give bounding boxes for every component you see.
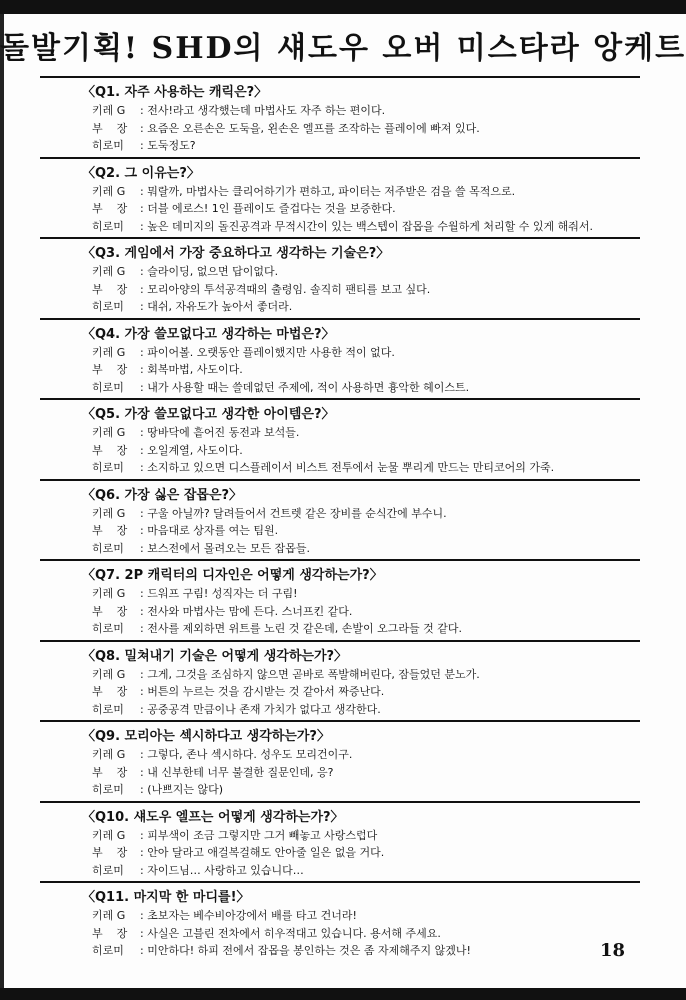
speaker-name: 키레 G <box>92 426 126 439</box>
answer-row <box>92 925 471 943</box>
answer-row <box>92 522 447 540</box>
answer-row <box>92 666 480 684</box>
answer-row <box>92 746 352 764</box>
question-heading: 〈Q4. 가장 쓸모없다고 생각하는 마법은?〉 <box>82 326 335 342</box>
speaker-name: 키레 G <box>92 265 126 278</box>
answer-list <box>92 102 480 155</box>
question-heading: 〈Q2. 그 이유는?〉 <box>82 165 200 181</box>
qa-block <box>0 561 686 642</box>
questionnaire <box>0 78 686 964</box>
answer-row <box>92 183 593 201</box>
qa-block <box>0 78 686 159</box>
speaker-name: 키레 G <box>92 587 126 600</box>
speaker-name: 키레 G <box>92 909 126 922</box>
question-heading: 〈Q7. 2P 캐릭터의 디자인은 어떻게 생각하는가?〉 <box>82 568 383 583</box>
answer-text: : 그렇다, 존나 섹시하다. 성우도 모리건이구. <box>140 748 353 761</box>
answer-list <box>92 505 447 558</box>
answer-row <box>92 907 471 925</box>
answer-row <box>92 844 384 862</box>
speaker-name: 히로미 <box>92 380 124 394</box>
answer-text: : 땅바닥에 흩어진 동전과 보석들. <box>140 426 300 439</box>
answer-text: : 전사와 마법사는 맘에 든다. 스너프킨 같다. <box>140 604 353 618</box>
answer-row <box>92 200 593 218</box>
qa-block <box>0 320 686 401</box>
top-border <box>0 0 686 14</box>
answer-row <box>92 827 384 845</box>
answer-list <box>92 585 462 638</box>
answer-row <box>92 281 430 299</box>
speaker-name: 히로미 <box>92 139 124 152</box>
answer-text: : 공중공격 만큼이나 존재 가치가 없다고 생각한다. <box>140 702 381 716</box>
answer-text: : 높은 데미지의 돌진공격과 무적시간이 있는 백스텝이 잡몹을 수월하게 처리할 수 있게 해줘서. <box>140 219 593 233</box>
answer-row <box>92 137 480 155</box>
speaker-name: 부 장 <box>92 282 128 296</box>
qa-block <box>0 883 686 964</box>
answer-row <box>92 263 430 281</box>
page-number: 18 <box>600 940 626 961</box>
answer-text: : 그게, 그것을 조심하지 않으면 곧바로 폭발해버린다, 잠들었던 분노가. <box>140 667 480 681</box>
answer-text: : 자이드님… 사랑하고 있습니다… <box>140 863 304 877</box>
speaker-name: 부 장 <box>92 363 128 376</box>
answer-text: : 뭐랄까, 마법사는 클리어하기가 편하고, 파이터는 저주받은 검을 쓸 목적으로. <box>140 184 516 198</box>
speaker-name: 키레 G <box>92 828 126 842</box>
answer-text: : 내 신부한테 너무 불결한 질문인데, 응? <box>140 765 334 779</box>
speaker-name: 히로미 <box>92 541 124 555</box>
answer-row <box>92 942 471 960</box>
speaker-name: 부 장 <box>92 846 128 859</box>
question-heading: 〈Q5. 가장 쓸모없다고 생각한 아이템은?〉 <box>82 407 335 422</box>
answer-row <box>92 862 384 880</box>
answer-text: : 회복마법, 사도이다. <box>140 363 243 376</box>
qa-block <box>0 400 686 481</box>
question-heading: 〈Q9. 모리아는 섹시하다고 생각하는가?〉 <box>82 729 330 744</box>
answer-list <box>92 344 469 397</box>
answer-row <box>92 102 480 120</box>
speaker-name: 부 장 <box>92 202 128 215</box>
speaker-name: 키레 G <box>92 104 126 117</box>
answer-text: : 모리아양의 투석공격때의 출령임. 솔직히 팬티를 보고 싶다. <box>140 282 431 296</box>
answer-list <box>92 666 480 719</box>
question-heading: 〈Q8. 밀쳐내기 기술은 어떻게 생각하는가?〉 <box>82 648 348 664</box>
answer-text: : 더블 에로스! 1인 플레이도 즐겁다는 것을 보증한다. <box>140 202 396 215</box>
answer-row <box>92 505 447 523</box>
answer-row <box>92 379 469 397</box>
speaker-name: 히로미 <box>92 219 124 233</box>
answer-text: : 대쉬, 자유도가 높아서 좋더라. <box>140 300 293 313</box>
question-heading: 〈Q6. 가장 싫은 잡몹은?〉 <box>82 487 243 503</box>
speaker-name: 히로미 <box>92 461 124 474</box>
answer-text: : 보스전에서 몰려오는 모든 잡몹들. <box>140 541 310 555</box>
speaker-name: 부 장 <box>92 604 128 618</box>
answer-row <box>92 764 352 782</box>
speaker-name: 부 장 <box>92 685 128 698</box>
qa-block <box>0 722 686 803</box>
answer-row <box>92 442 554 460</box>
answer-text: : (나쁘지는 않다) <box>140 783 224 796</box>
speaker-name: 키레 G <box>92 748 126 761</box>
answer-row <box>92 683 480 701</box>
question-heading: 〈Q10. 섀도우 엘프는 어떻게 생각하는가?〉 <box>82 809 344 825</box>
speaker-name: 히로미 <box>92 944 124 957</box>
speaker-name: 히로미 <box>92 783 124 796</box>
bottom-border <box>0 988 686 1000</box>
answer-text: : 소지하고 있으면 디스플레이서 비스트 전투에서 눈물 뿌리게 만드는 만티코어의 가죽. <box>140 461 555 474</box>
answer-row <box>92 120 480 138</box>
answer-row <box>92 344 469 362</box>
answer-row <box>92 620 462 638</box>
answer-text: : 내가 사용할 때는 쓸데없던 주제에, 적이 사용하면 흉악한 헤이스트. <box>140 380 470 394</box>
question-heading: 〈Q11. 마지막 한 마디를!〉 <box>82 890 250 905</box>
answer-text: : 오일계열, 사도이다. <box>140 443 243 457</box>
page-title: 돌발기획! SHD의 섀도우 오버 미스타라 앙케트 <box>0 31 686 66</box>
answer-text: : 안아 달라고 애걸복걸해도 안아줄 일은 없을 거다. <box>140 846 385 859</box>
answer-text: : 구울 아닐까? 달려들어서 건트렛 같은 장비를 순식간에 부수니. <box>140 506 447 520</box>
answer-text: : 피부색이 조금 그렇지만 그거 빼놓고 사랑스럽다 <box>140 828 378 842</box>
answer-row <box>92 781 352 799</box>
answer-list <box>92 424 554 477</box>
answer-text: : 마음대로 상자를 여는 팀원. <box>140 524 279 537</box>
answer-row <box>92 701 480 719</box>
speaker-name: 키레 G <box>92 345 126 359</box>
answer-text: : 초보자는 베수비아강에서 배를 타고 건너라! <box>140 909 357 922</box>
speaker-name: 부 장 <box>92 121 128 135</box>
question-heading: 〈Q1. 자주 사용하는 캐릭은?〉 <box>82 85 268 100</box>
speaker-name: 키레 G <box>92 506 126 520</box>
answer-list <box>92 263 430 316</box>
answer-list <box>92 746 352 799</box>
answer-row <box>92 361 469 379</box>
qa-block <box>0 159 686 240</box>
speaker-name: 히로미 <box>92 702 124 716</box>
answer-text: : 슬라이딩, 없으면 답이없다. <box>140 265 279 278</box>
answer-text: : 미안하다! 하피 전에서 잡몹을 봉인하는 것은 좀 자제해주지 않겠나! <box>140 944 471 957</box>
answer-list <box>92 907 471 960</box>
answer-row <box>92 585 462 603</box>
answer-row <box>92 298 430 316</box>
speaker-name: 부 장 <box>92 765 128 779</box>
answer-row <box>92 218 593 236</box>
speaker-name: 부 장 <box>92 524 128 537</box>
answer-text: : 파이어볼. 오랫동안 플레이했지만 사용한 적이 없다. <box>140 345 395 359</box>
speaker-name: 히로미 <box>92 863 124 877</box>
answer-text: : 버튼의 누르는 것을 감시받는 것 같아서 짜증난다. <box>140 685 385 698</box>
answer-text: : 전사!라고 생각했는데 마법사도 자주 하는 편이다. <box>140 104 386 117</box>
answer-list <box>92 183 593 236</box>
answer-text: : 도둑정도? <box>140 139 196 152</box>
answer-row <box>92 424 554 442</box>
answer-row <box>92 459 554 477</box>
answer-text: : 전사를 제외하면 위트를 노린 것 같은데, 손발이 오그라들 것 같다. <box>140 622 462 635</box>
answer-list <box>92 827 384 880</box>
qa-block <box>0 481 686 562</box>
answer-row <box>92 603 462 621</box>
speaker-name: 히로미 <box>92 622 124 635</box>
qa-block <box>0 803 686 884</box>
speaker-name: 부 장 <box>92 443 128 457</box>
qa-block <box>0 239 686 320</box>
qa-block <box>0 642 686 723</box>
answer-text: : 드워프 구림! 성직자는 더 구림! <box>140 587 298 600</box>
answer-text: : 요즘은 오른손은 도둑을, 왼손은 엘프를 조작하는 플레이에 빠져 있다. <box>140 121 480 135</box>
speaker-name: 키레 G <box>92 184 126 198</box>
question-heading: 〈Q3. 게임에서 가장 중요하다고 생각하는 기술은?〉 <box>82 246 390 261</box>
speaker-name: 히로미 <box>92 300 124 313</box>
speaker-name: 키레 G <box>92 667 126 681</box>
answer-text: : 사실은 고블린 전차에서 히우적대고 있습니다. 용서해 주세요. <box>140 926 441 940</box>
answer-row <box>92 540 447 558</box>
speaker-name: 부 장 <box>92 926 128 940</box>
